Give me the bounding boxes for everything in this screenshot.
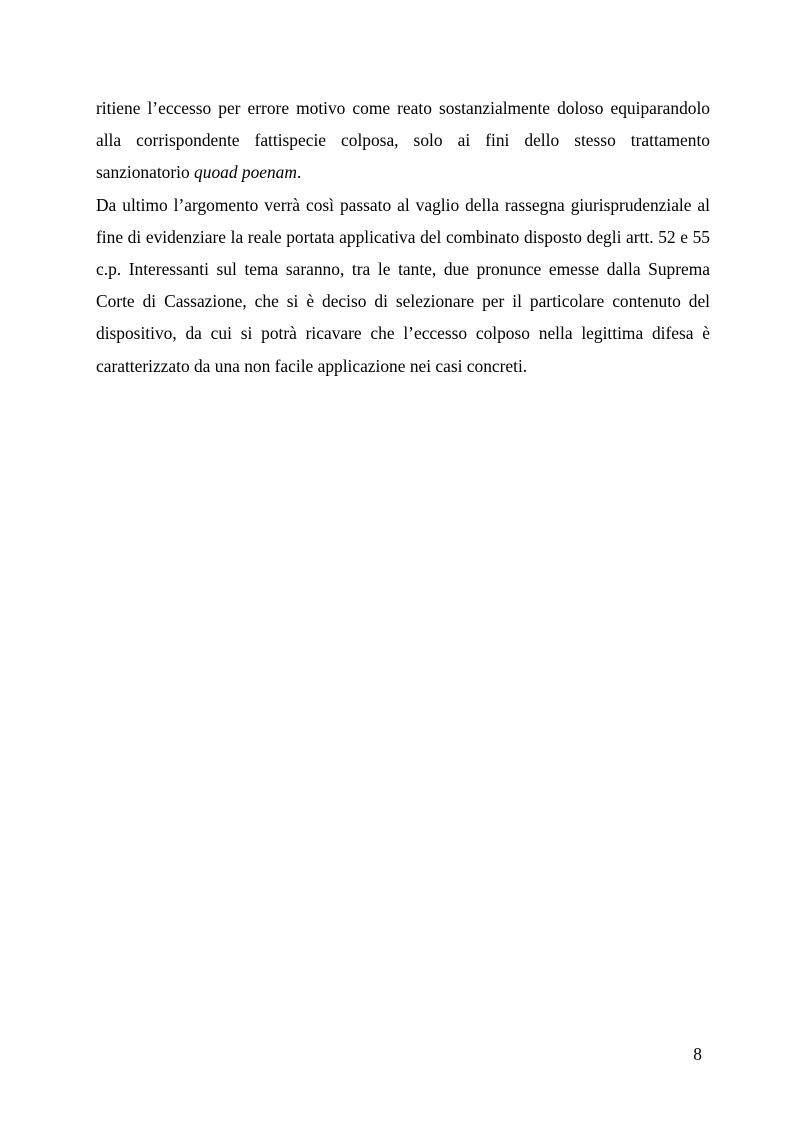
latin-term-quoad-poenam: quoad poenam (194, 162, 297, 183)
paragraph-1-end: . (296, 162, 302, 183)
page-number: 8 (693, 1044, 702, 1064)
body-text (96, 92, 710, 382)
paragraph-2: Da ultimo l’argomento verrà così passato al vaglio della rassegna giurisprudenziale al fine di evidenziare la reale portata applicativa del combinato disposto degli artt. 52 e 55 c.p. Interessanti sul tema saranno, tra le tante, due pronunce emesse dalla Suprema Corte di Cassazione, che si è deciso di selezionare per il particolare contenuto del dispositivo, da cui si potrà ricavare che l’eccesso colposo nella legittima difesa è caratterizzato da una non facile applicazione nei casi concreti. (96, 194, 710, 376)
paragraph-1-text: ritiene l’eccesso per errore motivo come reato sostanzialmente doloso equiparandolo alla corrispondente fattispecie colposa, solo ai fini dello stesso trattamento sanzionatorio (96, 98, 710, 183)
paragraph-1 (96, 92, 710, 189)
